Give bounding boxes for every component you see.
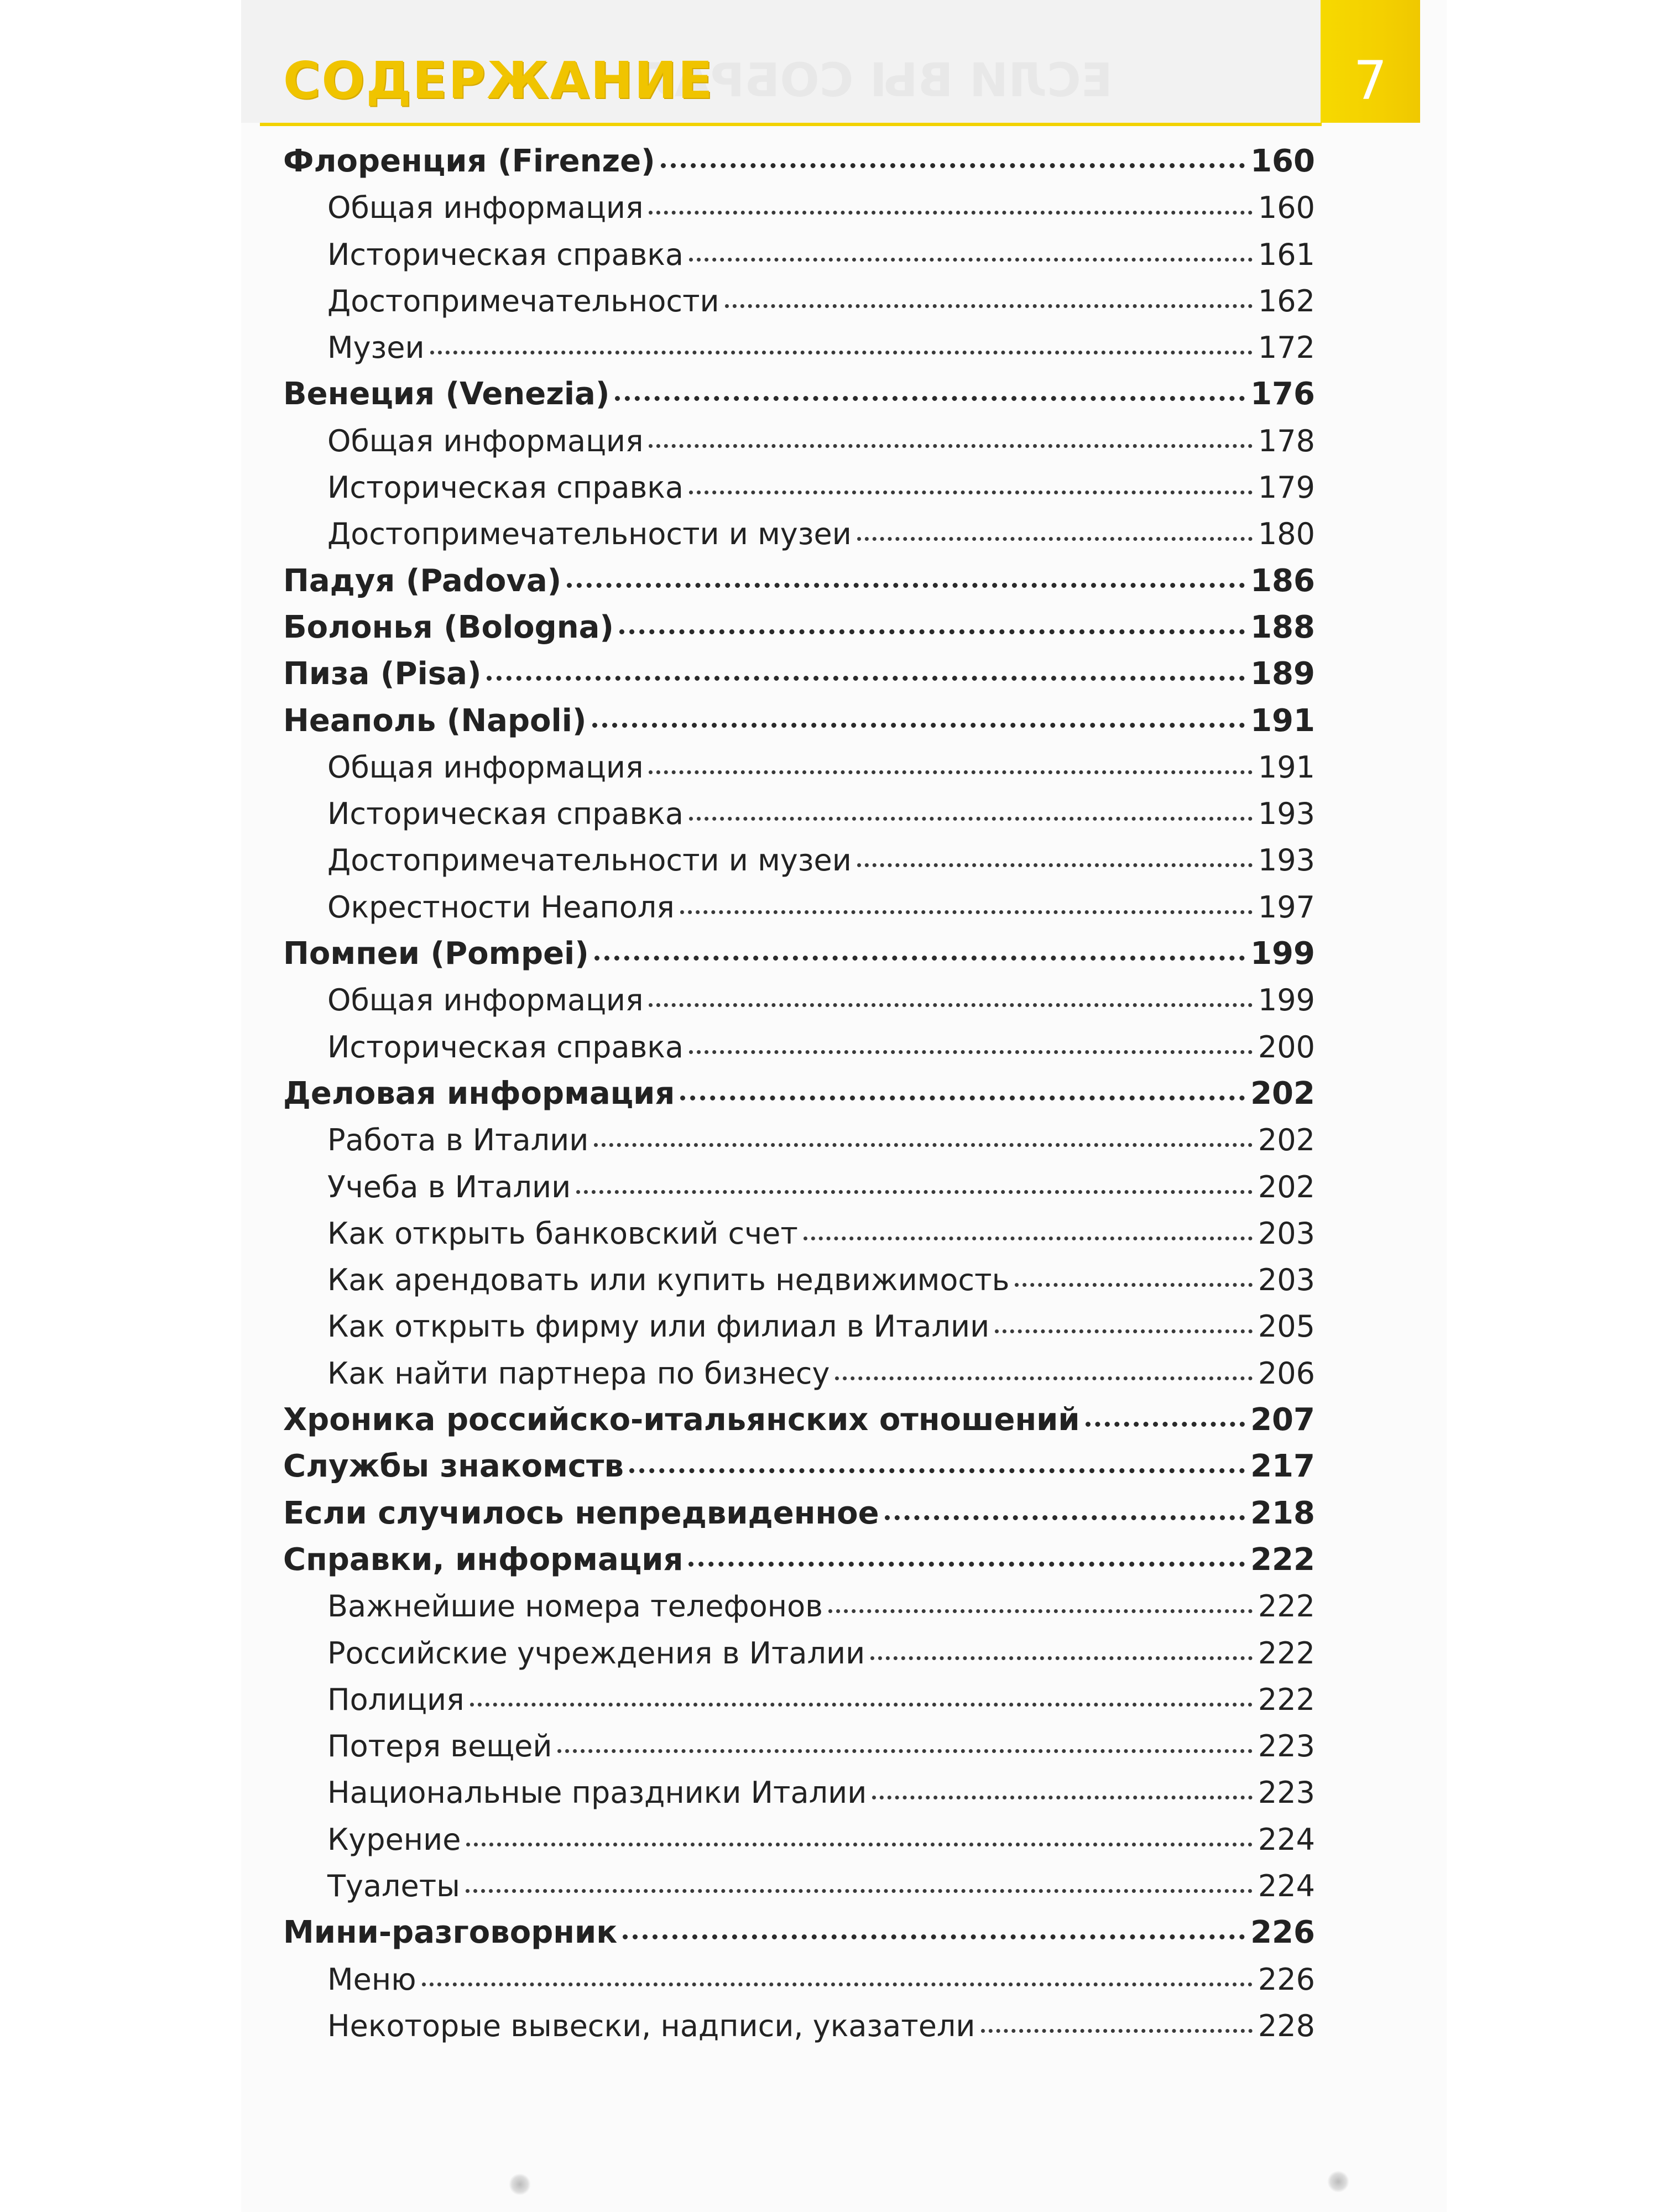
toc-section	[283, 604, 1315, 651]
toc-entry-title: Венеция (Venezia)	[283, 376, 610, 413]
toc-entry-page: 224	[1258, 1868, 1315, 1903]
toc-entry-page: 228	[1258, 2008, 1315, 2043]
toc-entry-title: Учеба в Италии	[327, 1169, 571, 1204]
toc-entry-page: 199	[1250, 936, 1315, 972]
toc-entry-title: Общая информация	[327, 190, 644, 226]
toc-subsection	[283, 1117, 1315, 1164]
dot-leader	[594, 1143, 1253, 1147]
dot-leader	[661, 163, 1245, 168]
dot-leader	[623, 1934, 1245, 1939]
toc-entry-page: 172	[1258, 330, 1315, 366]
toc-subsection	[283, 977, 1315, 1024]
toc-entry-page: 197	[1258, 889, 1315, 925]
dot-leader	[629, 1468, 1245, 1473]
toc-subsection	[283, 1677, 1315, 1723]
toc-subsection	[283, 1957, 1315, 2003]
dot-leader	[870, 1656, 1253, 1660]
bleed-through-heading: ЕСЛИ ВЫ СОБРАЛ	[636, 53, 1113, 107]
dot-leader	[995, 1329, 1253, 1333]
toc-entry-title: Потеря вещей	[327, 1729, 552, 1764]
toc-entry-page: 226	[1258, 1961, 1315, 1997]
toc-subsection	[283, 2003, 1315, 2049]
page-number: 7	[1353, 50, 1387, 112]
toc-subsection	[283, 791, 1315, 837]
toc-section	[283, 1490, 1315, 1537]
toc-entry-page: 162	[1258, 283, 1315, 319]
dot-leader	[649, 770, 1252, 774]
dot-leader	[576, 1190, 1253, 1194]
toc-entry-title: Национальные праздники Италии	[327, 1775, 867, 1811]
toc-subsection	[283, 185, 1315, 231]
toc-entry-page: 179	[1258, 470, 1315, 505]
page-number-tab	[1321, 0, 1420, 123]
toc-entry-page: 222	[1258, 1635, 1315, 1671]
toc-entry-page: 199	[1258, 983, 1315, 1018]
toc-entry-title: Службы знакомств	[283, 1448, 624, 1485]
toc-entry-title: Если случилось непредвиденное	[283, 1495, 879, 1531]
dot-leader	[1015, 1283, 1253, 1287]
toc-entry-title: Как открыть фирму или филиал в Италии	[327, 1309, 990, 1344]
toc-entry-title: Помпеи (Pompei)	[283, 936, 589, 972]
toc-section	[283, 931, 1315, 977]
toc-entry-title: Историческая справка	[327, 237, 684, 272]
toc-subsection	[283, 1723, 1315, 1770]
toc-subsection	[283, 744, 1315, 791]
toc-entry-title: Как найти партнера по бизнесу	[327, 1355, 830, 1391]
toc-entry-title: Достопримечательности и музеи	[327, 517, 852, 552]
toc-subsection	[283, 1303, 1315, 1350]
dot-leader	[567, 583, 1245, 588]
toc-subsection	[283, 1817, 1315, 1863]
toc-subsection	[283, 1257, 1315, 1303]
dot-leader	[872, 1796, 1253, 1799]
toc-entry-title: Флоренция (Firenze)	[283, 143, 655, 179]
dot-leader	[689, 491, 1253, 494]
toc-entry-page: 178	[1258, 423, 1315, 458]
toc-entry-title: Курение	[327, 1822, 461, 1857]
toc-subsection	[283, 1770, 1315, 1816]
dot-leader	[804, 1237, 1253, 1240]
toc-section	[283, 651, 1315, 697]
toc-entry-page: 191	[1250, 702, 1315, 739]
dot-leader	[857, 537, 1253, 541]
toc-entry-page: 161	[1258, 237, 1315, 272]
toc-subsection	[283, 1350, 1315, 1397]
toc-section	[283, 138, 1315, 185]
toc-entry-title: Болонья (Bologna)	[283, 609, 614, 645]
dot-leader	[649, 444, 1252, 448]
toc-subsection	[283, 511, 1315, 557]
toc-entry-title: Падуя (Padova)	[283, 562, 562, 599]
dot-leader	[422, 1983, 1253, 1986]
toc-entry-title: Туалеты	[327, 1868, 460, 1903]
toc-section	[283, 1397, 1315, 1443]
toc-entry-title: Деловая информация	[283, 1075, 675, 1112]
table-of-contents	[283, 138, 1315, 2049]
toc-subsection	[283, 465, 1315, 511]
toc-entry-page: 188	[1250, 609, 1315, 645]
toc-entry-title: Окрестности Неаполя	[327, 889, 675, 925]
toc-entry-title: Мини-разговорник	[283, 1914, 618, 1951]
toc-entry-title: Работа в Италии	[327, 1123, 589, 1158]
toc-subsection	[283, 884, 1315, 931]
paper-speck	[509, 2173, 531, 2195]
toc-entry-page: 176	[1250, 376, 1315, 413]
toc-entry-page: 222	[1258, 1682, 1315, 1717]
toc-entry-page: 200	[1258, 1029, 1315, 1065]
dot-leader	[689, 817, 1253, 821]
toc-entry-title: Музеи	[327, 330, 425, 366]
dot-leader	[835, 1376, 1253, 1380]
toc-entry-title: Как открыть банковский счет	[327, 1215, 798, 1251]
toc-section	[283, 1910, 1315, 1956]
toc-entry-title: Достопримечательности	[327, 283, 719, 319]
dot-leader	[689, 258, 1253, 262]
dot-leader	[466, 1843, 1253, 1846]
toc-entry-page: 180	[1258, 517, 1315, 552]
dot-leader	[857, 863, 1253, 867]
toc-section	[283, 1537, 1315, 1583]
toc-entry-page: 205	[1258, 1309, 1315, 1344]
toc-entry-title: Некоторые вывески, надписи, указатели	[327, 2008, 975, 2043]
dot-leader	[649, 211, 1252, 215]
toc-entry-page: 223	[1258, 1729, 1315, 1764]
toc-entry-page: 223	[1258, 1775, 1315, 1811]
toc-section	[283, 698, 1315, 744]
dot-leader	[487, 676, 1245, 681]
toc-entry-page: 224	[1258, 1822, 1315, 1857]
toc-entry-title: Общая информация	[327, 749, 644, 785]
toc-entry-page: 160	[1258, 190, 1315, 226]
toc-entry-page: 202	[1250, 1075, 1315, 1112]
toc-entry-title: Историческая справка	[327, 1029, 684, 1065]
toc-entry-page: 206	[1258, 1355, 1315, 1391]
dot-leader	[615, 396, 1245, 401]
toc-entry-page: 217	[1250, 1448, 1315, 1485]
dot-leader	[466, 1889, 1253, 1893]
dot-leader	[557, 1749, 1252, 1753]
toc-entry-page: 203	[1258, 1215, 1315, 1251]
dot-leader	[430, 351, 1253, 354]
dot-leader	[594, 956, 1245, 961]
toc-entry-page: 222	[1258, 1589, 1315, 1624]
dot-leader	[680, 1095, 1245, 1100]
dot-leader	[1086, 1422, 1245, 1427]
paper-speck	[1327, 2171, 1349, 2193]
toc-subsection	[283, 418, 1315, 465]
toc-entry-page: 202	[1258, 1169, 1315, 1204]
toc-entry-page: 160	[1250, 143, 1315, 179]
toc-entry-page: 202	[1258, 1123, 1315, 1158]
toc-subsection	[283, 1863, 1315, 1910]
toc-entry-page: 203	[1258, 1262, 1315, 1298]
toc-subsection	[283, 232, 1315, 278]
dot-leader	[689, 1050, 1253, 1054]
toc-subsection	[283, 278, 1315, 325]
toc-entry-page: 207	[1250, 1402, 1315, 1438]
dot-leader	[885, 1515, 1245, 1520]
toc-section	[283, 371, 1315, 418]
toc-subsection	[283, 1583, 1315, 1630]
toc-entry-title: Пиза (Pisa)	[283, 656, 482, 692]
toc-entry-page: 218	[1250, 1495, 1315, 1531]
toc-entry-title: Достопримечательности и музеи	[327, 843, 852, 878]
toc-entry-page: 189	[1250, 656, 1315, 692]
page-title: СОДЕРЖАНИЕ	[283, 51, 714, 110]
toc-entry-title: Важнейшие номера телефонов	[327, 1589, 823, 1624]
toc-subsection	[283, 1211, 1315, 1257]
toc-entry-page: 193	[1258, 843, 1315, 878]
toc-subsection	[283, 1024, 1315, 1071]
toc-entry-page: 193	[1258, 796, 1315, 832]
toc-subsection	[283, 837, 1315, 884]
toc-entry-title: Как арендовать или купить недвижимость	[327, 1262, 1010, 1298]
toc-section	[283, 558, 1315, 604]
toc-subsection	[283, 325, 1315, 371]
toc-section	[283, 1071, 1315, 1117]
toc-entry-title: Полиция	[327, 1682, 465, 1717]
toc-entry-title: Историческая справка	[327, 796, 684, 832]
toc-entry-title: Общая информация	[327, 423, 644, 458]
toc-entry-title: Неаполь (Napoli)	[283, 702, 587, 739]
dot-leader	[619, 629, 1245, 634]
dot-leader	[680, 910, 1253, 914]
toc-entry-title: Хроника российско-итальянских отношений	[283, 1402, 1080, 1438]
dot-leader	[649, 1003, 1252, 1007]
toc-entry-title: Меню	[327, 1961, 416, 1997]
dot-leader	[828, 1609, 1253, 1613]
toc-entry-page: 226	[1250, 1914, 1315, 1951]
dot-leader	[592, 723, 1245, 728]
toc-subsection	[283, 1630, 1315, 1677]
dot-leader	[688, 1562, 1245, 1567]
toc-entry-page: 186	[1250, 562, 1315, 599]
dot-leader	[981, 2029, 1253, 2033]
toc-section	[283, 1443, 1315, 1490]
dot-leader	[725, 304, 1253, 308]
dot-leader	[470, 1703, 1253, 1707]
toc-entry-page: 222	[1250, 1541, 1315, 1578]
toc-entry-title: Историческая справка	[327, 470, 684, 505]
toc-entry-page: 191	[1258, 749, 1315, 785]
toc-subsection	[283, 1164, 1315, 1211]
toc-entry-title: Общая информация	[327, 983, 644, 1018]
header-rule	[260, 123, 1322, 126]
toc-entry-title: Российские учреждения в Италии	[327, 1635, 865, 1671]
toc-entry-title: Справки, информация	[283, 1541, 684, 1578]
